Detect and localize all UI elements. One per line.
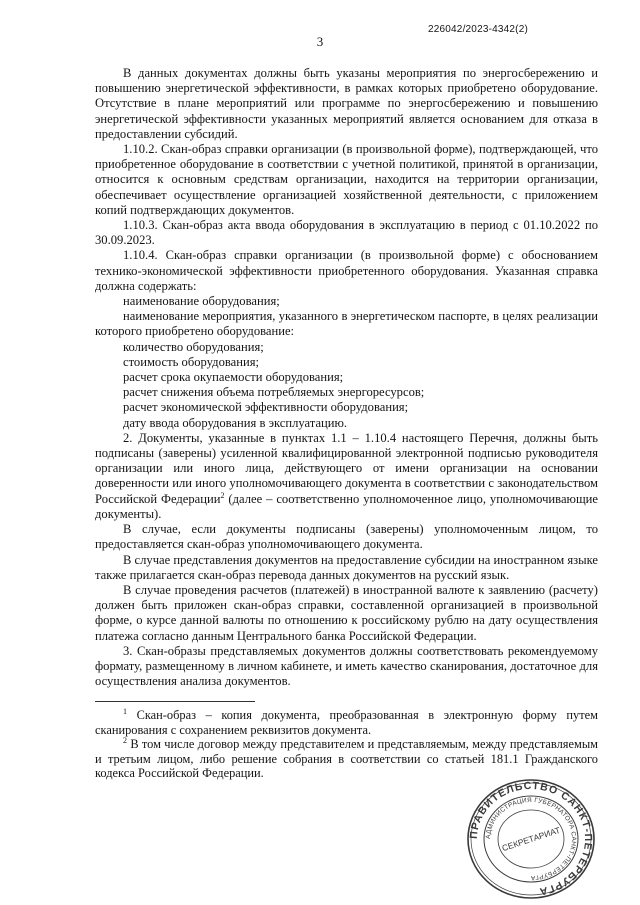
paragraph: В случае, если документы подписаны (заверены) уполномоченным лицом, то предоставляется скан-образ уполномочивающего документа.: [95, 522, 598, 552]
footnote-divider: [95, 701, 255, 702]
list-item: расчет снижения объема потребляемых энергоресурсов;: [123, 385, 425, 400]
stamp-center-text: СЕКРЕТАРИАТ: [500, 824, 562, 854]
document-body: [95, 66, 598, 781]
footnote-ref: 2: [220, 490, 225, 500]
document-number: 226042/2023-4342(2): [428, 24, 528, 35]
list-item: количество оборудования;: [123, 339, 264, 354]
footnote-text: В том числе договор между представителем и представляемым, между представляемым и третьим лицом, либо решение собрания в соответствии со статьей 181.1 Гражданского кодекса Российской Федерации.: [95, 737, 598, 781]
paragraph: 3. Скан-образы представляемых документов должны соответствовать рекомендуемому формату, размещенному в личном кабинете, и иметь качество сканирования, достаточное для осуществления анализа документов.: [95, 643, 598, 689]
paragraph: 1.10.2. Скан-образ справки организации (в произвольной форме), подтверждающей, что приобретенное оборудование в соответствии с учетной политикой, принятой в организации, относится к основным средствам организации, находится на территории организации, обеспечивает осуществление организацией хозяйственной деятельности, с приложением копий подтверждающих документов.: [95, 142, 598, 217]
paragraph-2-text: 2. Документы, указанные в пунктах 1.1 – 1.10.4 настоящего Перечня, должны быть подписаны (заверены) усиленной квалифицированной электронной подписью руководителя организации или иного лица, действующего от имени организации на основании доверенности или иного уполномочивающего документа в соответствии с законодательством Российской Федерации: [95, 430, 598, 506]
page-number: 3: [316, 34, 324, 49]
list-item: стоимость оборудования;: [123, 354, 260, 369]
list-item: наименование мероприятия, указанного в энергетическом паспорте, в целях реализации которого приобретено оборудование:: [95, 309, 598, 339]
paragraph: В случае представления документов на предоставление субсидии на иностранном языке также прилагается скан-образ перевода данных документов на русский язык.: [95, 552, 598, 582]
paragraph: 1.10.3. Скан-образ акта ввода оборудования в эксплуатацию в период с 01.10.2022 по 30.09.2023.: [95, 218, 598, 248]
paragraph: В случае проведения расчетов (платежей) в иностранной валюте к заявлению (расчету) должен быть приложен скан-образ справки, составленной организацией в произвольной форме, о курсе данной валюты по отношению к российскому рублю на дату осуществления платежа согласно данным Центрального банка Российской Федерации.: [95, 582, 598, 643]
paragraph: 1.10.4. Скан-образ справки организации (в произвольной форме) с обоснованием технико-экономической эффективности приобретенного оборудования. Указанная справка должна содержать:: [95, 248, 598, 293]
official-stamp: [466, 778, 596, 900]
list-item: расчет срока окупаемости оборудования;: [123, 370, 344, 385]
stamp-inner-text: АДМИНИСТРАЦИЯ ГУБЕРНАТОРА САНКТ-ПЕТЕРБУРГА: [484, 796, 578, 882]
footnote-number: 2: [123, 736, 127, 746]
stamp-seal-icon: [466, 778, 596, 900]
list-item: наименование оборудования;: [123, 294, 280, 309]
list-item: расчет экономической эффективности оборудования;: [123, 400, 409, 415]
footnote-2: [95, 737, 598, 781]
footnote-1: [95, 708, 598, 737]
paragraph-2-text-end: (далее – соответственно уполномоченное лицо, уполномочивающие документы).: [95, 491, 598, 521]
stamp-outer-text: ПРАВИТЕЛЬСТВО САНКТ-ПЕТЕРБУРГА: [467, 779, 595, 898]
footnote-text: Скан-образ – копия документа, преобразованная в электронную форму путем сканирования с сохранением реквизитов документа.: [95, 708, 598, 737]
paragraph-2: [95, 431, 598, 522]
list-item: дату ввода оборудования в эксплуатацию.: [123, 415, 348, 430]
footnote-number: 1: [123, 707, 127, 717]
paragraph: В данных документах должны быть указаны мероприятия по энергосбережению и повышению энергетической эффективности, в рамках которых приобретено оборудование. Отсутствие в плане мероприятий или программе по энергосбережению и повышению энергетической эффективности указанных мероприятий является основанием для отказа в предоставлении субсидий.: [95, 66, 598, 141]
